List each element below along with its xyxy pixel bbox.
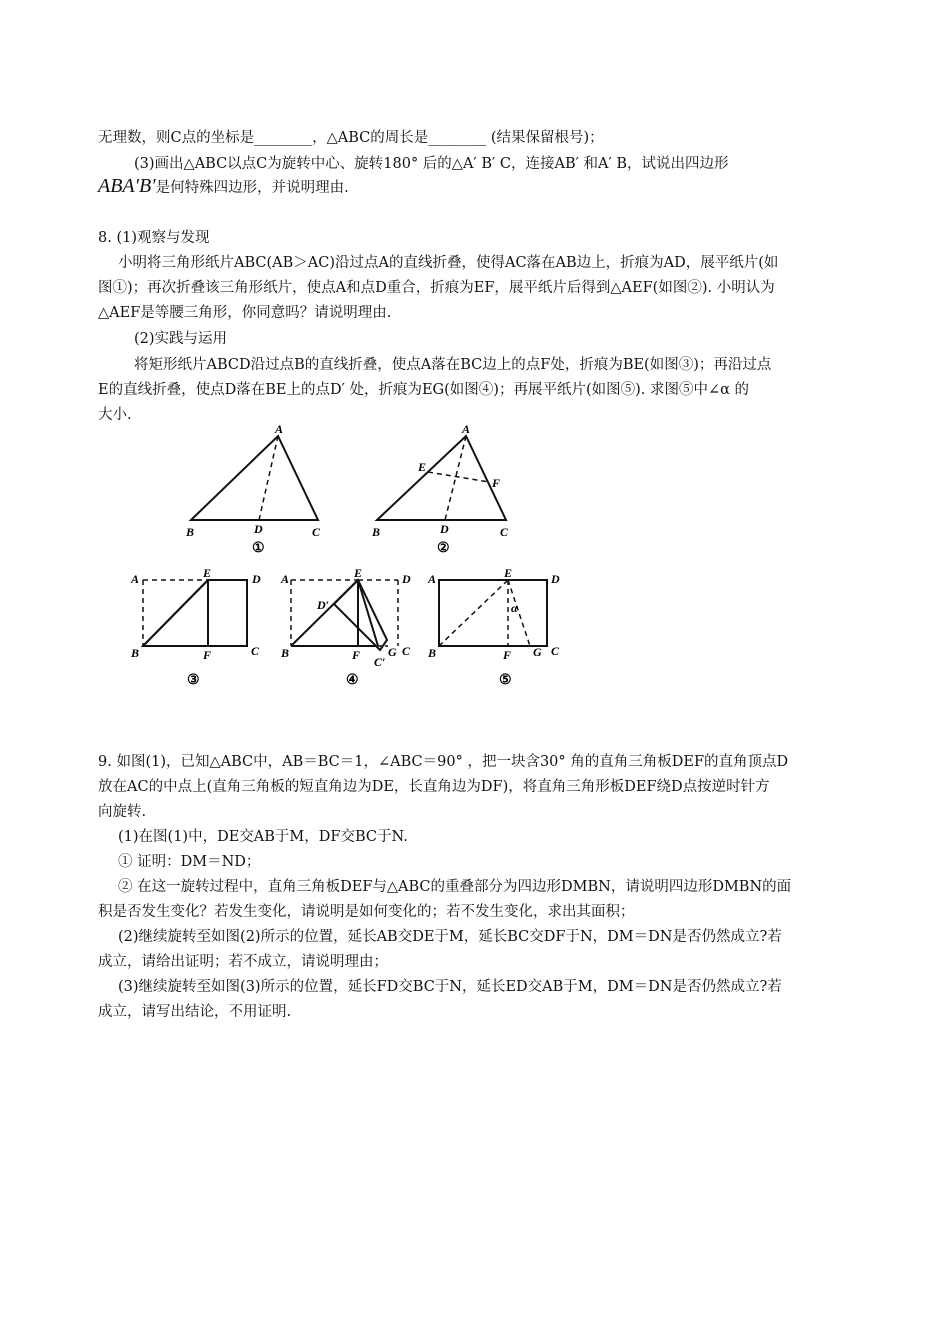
fig1-number: ① (252, 541, 265, 556)
fig2-label-c: C (500, 525, 509, 539)
q7-line1: 无理数，则C点的坐标是________，△ABC的周长是________ (结果保留根号)； (98, 130, 604, 146)
fig5-label-b: B (428, 646, 437, 660)
q9-part1-ii-line2: 积是否发生变化？若发生变化，请说明是如何变化的；若不发生变化，求出其面积； (98, 904, 635, 920)
figure-4 (291, 580, 398, 650)
fig5-number: ⑤ (499, 673, 512, 688)
fig3-label-f: F (203, 648, 212, 662)
quadrilateral-label: ABA′B′ (98, 175, 156, 197)
fig4-number: ④ (346, 673, 359, 688)
fig4-label-cprime: C′ (374, 655, 386, 669)
fig2-number: ② (437, 541, 450, 556)
q9-line2: 放在AC的中点上(直角三角板的短直角边为DE，长直角边为DF)，将直角三角形板DEF绕D点按逆时针方 (98, 779, 770, 795)
fig3-number: ③ (187, 673, 200, 688)
fig5-label-f: F (503, 648, 512, 662)
q8-p2-line2: E的直线折叠，使点D落在BE上的点D′ 处，折痕为EG(如图④)；再展平纸片(如图⑤). 求图⑤中∠α 的 (98, 382, 750, 398)
q9-part1-ii-line1: ② 在这一旋转过程中，直角三角板DEF与△ABC的重叠部分为四边形DMBN，请说明四边形DMBN的面 (118, 879, 792, 895)
fig2-label-d: D (440, 522, 449, 536)
fig4-label-c: C (402, 644, 411, 658)
q8-p2-line3: 大小. (98, 407, 132, 423)
fig5-label-a: A (428, 572, 437, 586)
q9-part2-line2: 成立，请给出证明；若不成立，请说明理由； (98, 954, 388, 970)
fig5-label-e: E (504, 566, 513, 580)
fig4-label-d: D (402, 572, 411, 586)
q8-p2-line1: 将矩形纸片ABCD沿过点B的直线折叠，使点A落在BC边上的点F处，折痕为BE(如图③)；再沿过点 (134, 357, 772, 373)
fig3-label-d: D (252, 572, 261, 586)
fig4-label-dprime: D′ (317, 598, 330, 612)
q8-title: 8. (1)观察与发现 (98, 230, 210, 246)
fig2-label-a: A (462, 422, 471, 436)
q9-line3: 向旋转. (98, 804, 147, 820)
fig3-label-b: B (131, 646, 140, 660)
fig5-label-c: C (551, 644, 560, 658)
fig5-label-alpha: α (511, 601, 518, 615)
figure-1 (191, 436, 318, 520)
fig2-label-b: B (372, 525, 381, 539)
fig5-label-g: G (533, 645, 542, 659)
fig4-label-b: B (281, 646, 290, 660)
fig1-label-a: A (275, 422, 284, 436)
fig3-label-c: C (251, 644, 260, 658)
figure-2 (377, 436, 506, 520)
q9-part1-i: ① 证明：DM＝ND； (118, 854, 261, 870)
figure-3 (143, 580, 247, 646)
q7-line2: (3)画出△ABC以点C为旋转中心、旋转180° 后的△A′ B′ C，连接AB′ 和A′ B，试说出四边形 (134, 156, 729, 172)
q9-part2-line1: (2)继续旋转至如图(2)所示的位置，延长AB交DE于M，延长BC交DF于N，DM＝DN是否仍然成立?若 (118, 929, 782, 945)
q7-line3-rest: 是何特殊四边形，并说明理由. (155, 180, 349, 196)
fig4-label-e: E (354, 566, 363, 580)
q9-part3-line2: 成立，请写出结论，不用证明. (98, 1004, 292, 1020)
fig1-label-d: D (254, 522, 263, 536)
q8-p1-line2: 图①)；再次折叠该三角形纸片，使点A和点D重合，折痕为EF，展平纸片后得到△AEF(如图②). 小明认为 (98, 280, 775, 296)
fig4-label-a: A (281, 572, 290, 586)
fig1-label-c: C (312, 525, 321, 539)
fig4-label-f: F (352, 648, 361, 662)
q9-part3-line1: (3)继续旋转至如图(3)所示的位置，延长FD交BC于N，延长ED交AB于M，DM＝DN是否仍然成立?若 (118, 979, 782, 995)
q8-part2-heading: (2)实践与运用 (134, 331, 228, 347)
fig3-label-a: A (131, 572, 140, 586)
fig5-label-d: D (551, 572, 560, 586)
fig2-label-e: E (418, 460, 427, 474)
fig1-label-b: B (186, 525, 195, 539)
q8-p1-line3: △AEF是等腰三角形，你同意吗？请说明理由. (98, 305, 392, 321)
q8-p1-line1: 小明将三角形纸片ABC(AB＞AC)沿过点A的直线折叠，使得AC落在AB边上，折痕为AD，展平纸片(如 (118, 255, 779, 271)
figure-5 (439, 580, 547, 646)
fig2-label-f: F (492, 476, 501, 490)
fig4-label-g: G (388, 645, 397, 659)
q9-part1: (1)在图(1)中，DE交AB于M，DF交BC于N. (118, 829, 408, 845)
q9-line1: 9. 如图(1)，已知△ABC中，AB＝BC＝1，∠ABC＝90° ，把一块含30° 角的直角三角板DEF的直角顶点D (98, 754, 789, 770)
fig3-label-e: E (203, 566, 212, 580)
